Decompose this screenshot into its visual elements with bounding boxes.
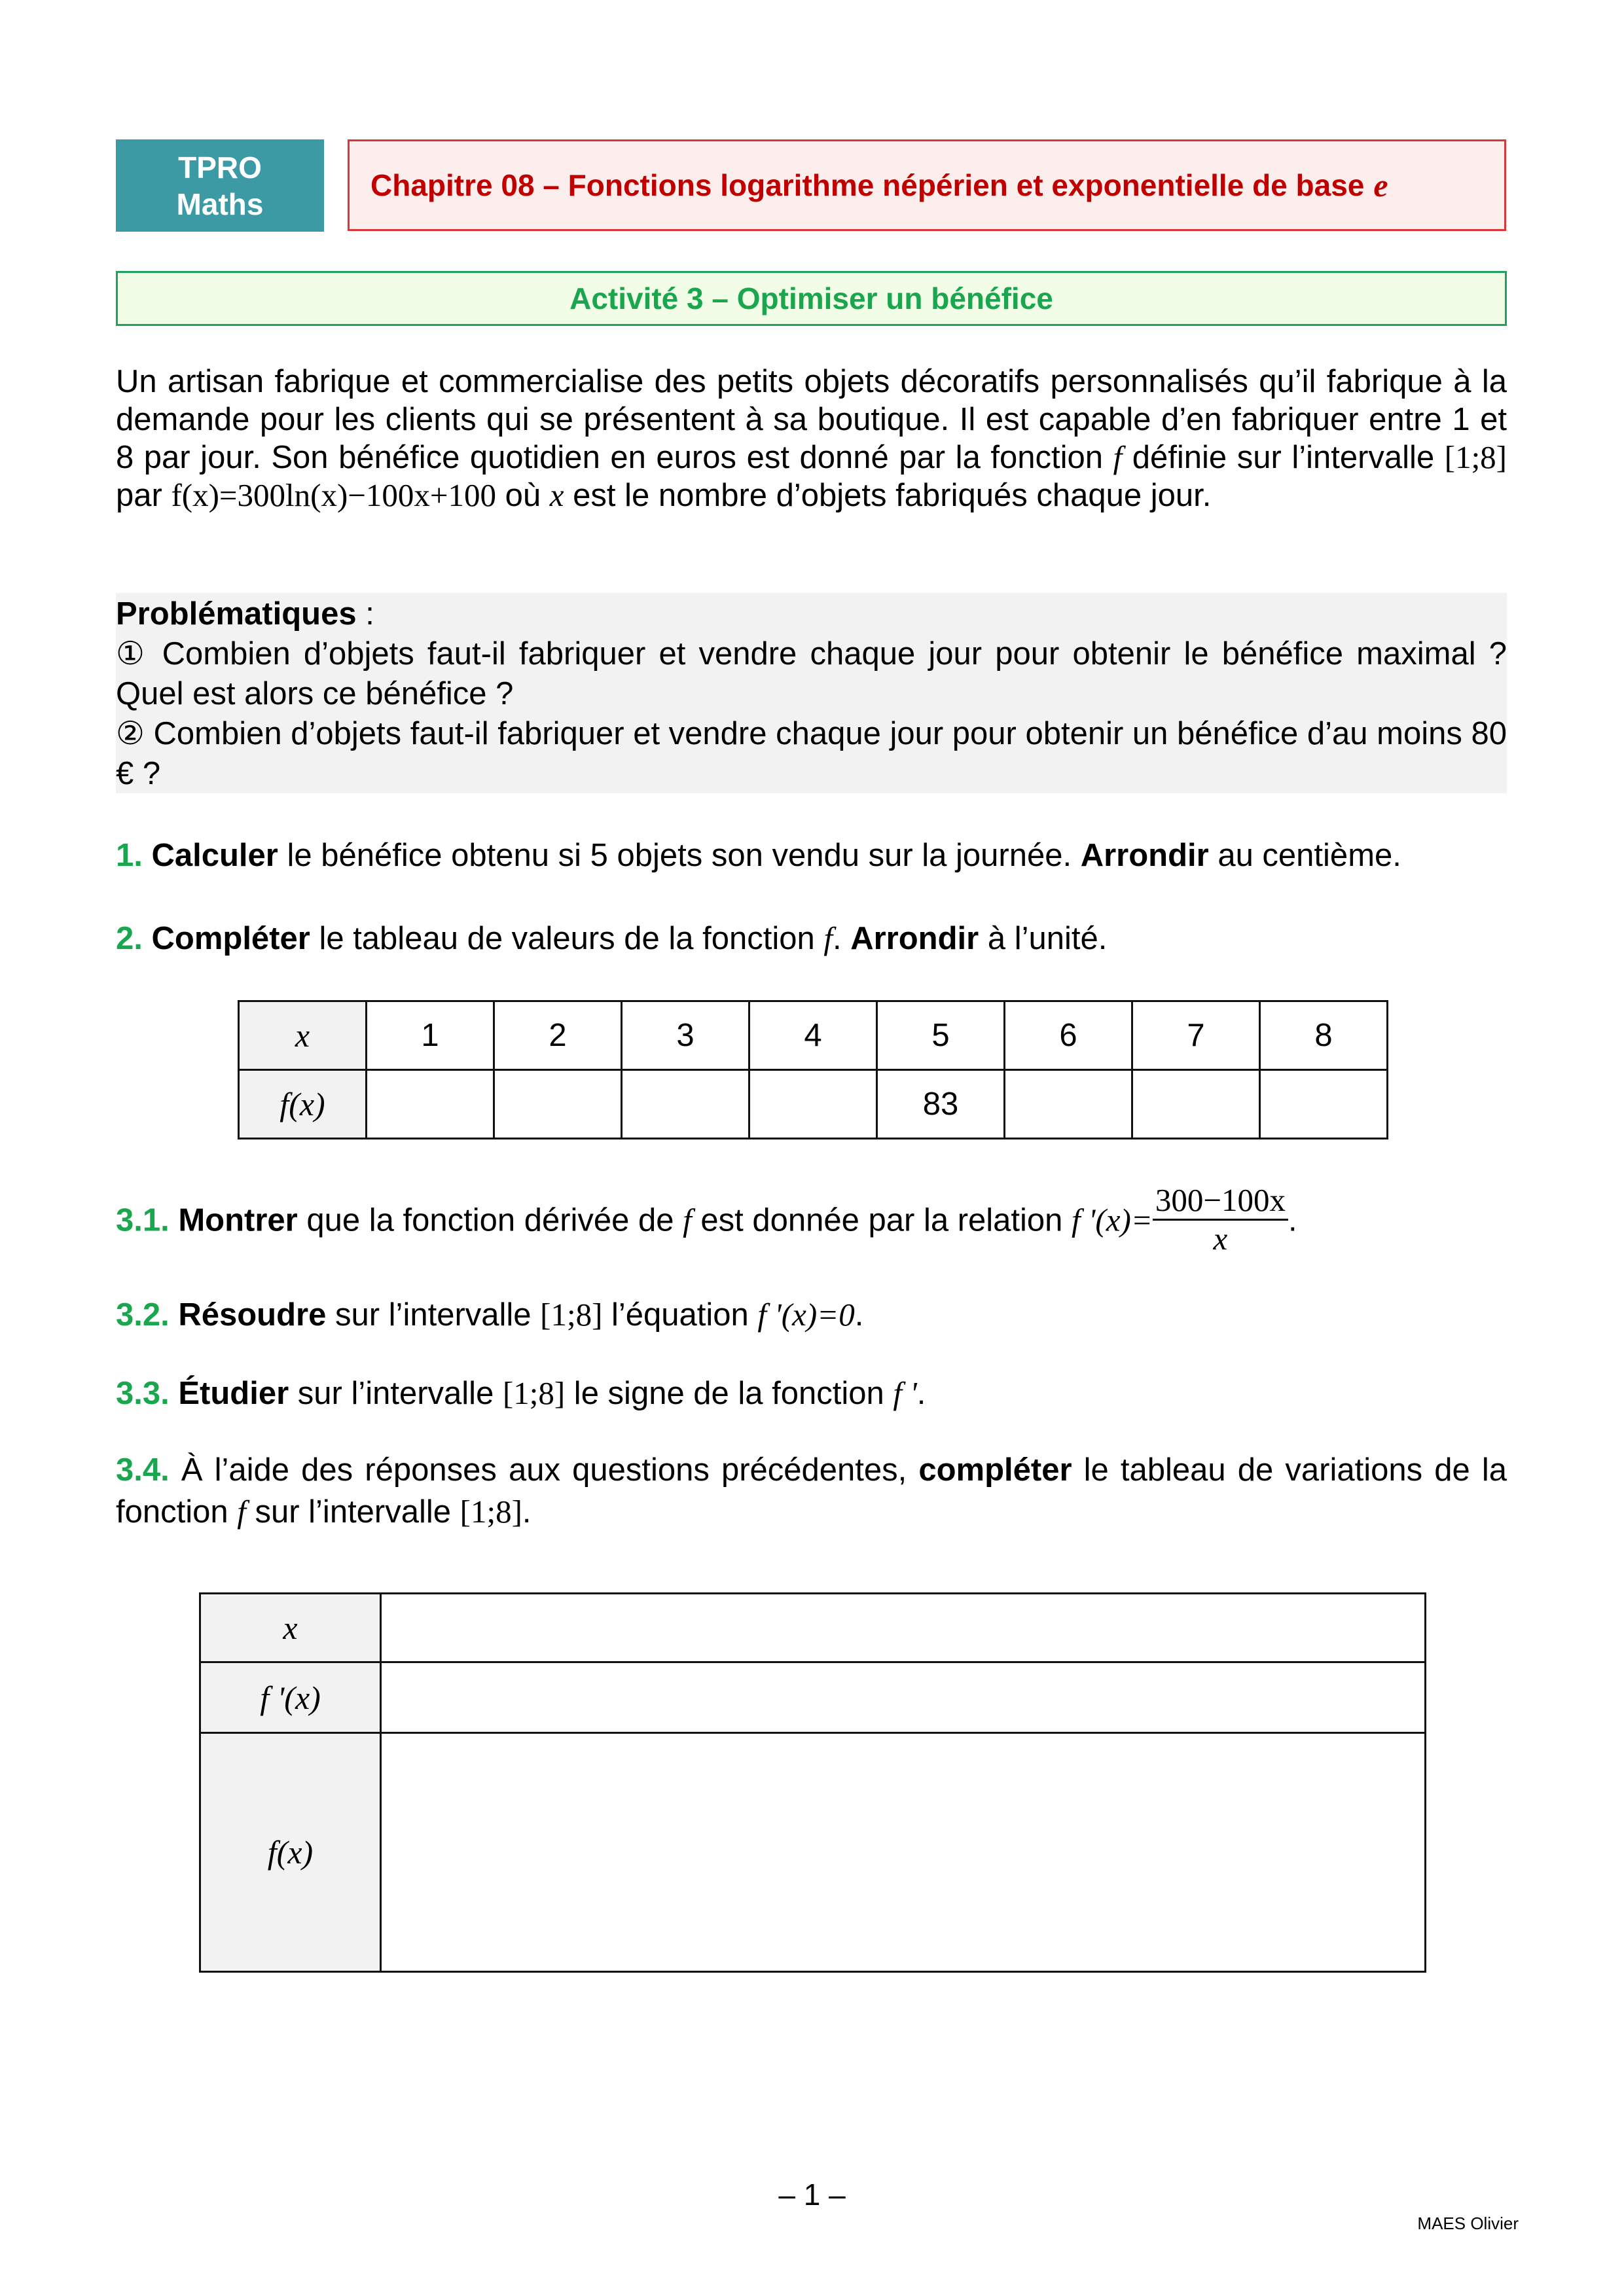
- f-value-cell[interactable]: [1132, 1070, 1260, 1139]
- x-value-cell: 3: [622, 1001, 749, 1070]
- math-interval: [1;8]: [540, 1297, 603, 1333]
- chapter-title: Chapitre 08 – Fonctions logarithme népérien et exponentielle de base: [370, 168, 1365, 202]
- question-3-1: [116, 1182, 1507, 1260]
- row-header-x: x: [239, 1001, 367, 1070]
- question-end: .: [854, 1297, 864, 1333]
- question-1: [116, 836, 1507, 874]
- activity-title: Activité 3 – Optimiser un bénéfice: [569, 281, 1053, 315]
- row-header-x: x: [200, 1594, 381, 1662]
- question-text: le signe de la fonction: [565, 1376, 893, 1411]
- question-text: au centième.: [1208, 838, 1401, 873]
- question-text: le tableau de valeurs de la fonction: [310, 921, 824, 956]
- intro-paragraph: [116, 363, 1507, 514]
- variation-cell-fprime[interactable]: [381, 1662, 1426, 1733]
- level-line-1: TPRO: [178, 150, 262, 185]
- table-row-fx: [239, 1070, 1388, 1139]
- question-verb: Calculer: [151, 838, 278, 873]
- x-value-cell: 5: [877, 1001, 1005, 1070]
- question-end: .: [522, 1494, 532, 1530]
- variation-row-x: [200, 1594, 1426, 1662]
- question-text: sur l’intervalle: [289, 1376, 503, 1411]
- f-value-cell[interactable]: [367, 1070, 494, 1139]
- x-value-cell: 6: [1005, 1001, 1132, 1070]
- f-value-cell: 83: [877, 1070, 1005, 1139]
- x-value-cell: 4: [749, 1001, 877, 1070]
- chapter-symbol: e: [1373, 167, 1388, 204]
- math-x: x: [549, 477, 564, 513]
- problem-2: ② Combien d’objets faut-il fabriquer et vendre chaque jour pour obtenir un bénéfice d’au moins 80 € ?: [116, 716, 1507, 791]
- math-interval: [1;8]: [1444, 439, 1507, 475]
- x-value-cell: 8: [1260, 1001, 1388, 1070]
- intro-text: Un artisan fabrique et commercialise des petits objets décoratifs personnalisés qu’il fabrique à la demande pour les clients qui se présentent à sa boutique. Il est capable d’en fabriquer entre 1 et 8 par jour. Son bénéfice quotidien en euros est donné par la fonction: [116, 364, 1507, 475]
- question-verb: compléter: [918, 1452, 1072, 1488]
- variation-cell-fx[interactable]: [381, 1733, 1426, 1972]
- x-value-cell: 7: [1132, 1001, 1260, 1070]
- question-text: À l’aide des réponses aux questions précédentes,: [169, 1452, 919, 1488]
- question-number: 3.2.: [116, 1297, 170, 1333]
- question-number: 3.3.: [116, 1376, 170, 1411]
- question-number: 1.: [116, 838, 143, 873]
- math-equation: f '(x)=0: [757, 1297, 855, 1333]
- question-number: 3.1.: [116, 1202, 170, 1238]
- question-end: .: [1288, 1202, 1297, 1238]
- row-header-fx: f(x): [239, 1070, 367, 1139]
- question-verb: Compléter: [151, 921, 310, 956]
- math-f-prime: f ': [893, 1375, 917, 1411]
- question-verb: Étudier: [178, 1376, 289, 1411]
- f-value-cell[interactable]: [749, 1070, 877, 1139]
- problematiques-box: [116, 593, 1507, 793]
- level-badge: [116, 139, 324, 232]
- question-text: que la fonction dérivée de: [297, 1202, 683, 1238]
- level-line-2: Maths: [176, 187, 264, 221]
- question-text: sur l’intervalle: [245, 1494, 460, 1530]
- variation-table: [199, 1592, 1426, 1973]
- question-verb: Montrer: [178, 1202, 298, 1238]
- question-3-4: [116, 1450, 1507, 1533]
- math-f: f: [823, 920, 833, 956]
- intro-text: définie sur l’intervalle: [1122, 440, 1445, 475]
- question-text: sur l’intervalle: [326, 1297, 541, 1333]
- intro-text: par: [116, 478, 171, 513]
- f-value-cell[interactable]: [1260, 1070, 1388, 1139]
- author: MAES Olivier: [1417, 2214, 1519, 2233]
- table-row-x: [239, 1001, 1388, 1070]
- question-text: à l’unité.: [979, 921, 1108, 956]
- question-text: est donnée par la relation: [691, 1202, 1072, 1238]
- f-value-cell[interactable]: [1005, 1070, 1132, 1139]
- question-text: l’équation: [602, 1297, 758, 1333]
- page-number: – 1 –: [778, 2178, 846, 2212]
- title-suffix: :: [356, 596, 374, 632]
- question-number: 3.4.: [116, 1452, 170, 1488]
- problematiques-title: Problématiques: [116, 596, 357, 632]
- variation-cell-x[interactable]: [381, 1594, 1426, 1662]
- math-f: f: [237, 1494, 246, 1530]
- problem-1: ① Combien d’objets faut-il fabriquer et vendre chaque jour pour obtenir le bénéfice maximal ? Quel est alors ce bénéfice ?: [116, 636, 1507, 711]
- question-verb: Résoudre: [178, 1297, 327, 1333]
- fraction-denominator: x: [1213, 1221, 1228, 1257]
- question-number: 2.: [116, 921, 143, 956]
- variation-row-fx: [200, 1733, 1426, 1972]
- variation-row-fprime: [200, 1662, 1426, 1733]
- math-formula: f(x)=300ln(x)−100x+100: [171, 477, 497, 513]
- question-verb: Arrondir: [1080, 838, 1209, 873]
- chapter-title-box: [348, 139, 1506, 231]
- question-text: le tableau de variations de la fonction: [116, 1452, 1507, 1530]
- question-3-3: [116, 1374, 1507, 1412]
- question-text: le bénéfice obtenu si 5 objets son vendu sur la journée.: [278, 838, 1081, 873]
- fraction-numerator: 300−100x: [1153, 1182, 1288, 1221]
- question-end: .: [916, 1376, 926, 1411]
- intro-text: où: [496, 478, 550, 513]
- intro-text: est le nombre d’objets fabriqués chaque jour.: [564, 478, 1212, 513]
- activity-title-box: [116, 271, 1507, 326]
- math-f: f: [1113, 439, 1123, 475]
- question-verb: Arrondir: [850, 921, 979, 956]
- question-3-2: [116, 1296, 1507, 1334]
- question-text: .: [832, 921, 851, 956]
- math-derivative-lhs: f '(x)=: [1072, 1202, 1153, 1238]
- f-value-cell[interactable]: [622, 1070, 749, 1139]
- math-f: f: [683, 1202, 692, 1238]
- question-2: [116, 920, 1507, 958]
- f-value-cell[interactable]: [494, 1070, 622, 1139]
- x-value-cell: 1: [367, 1001, 494, 1070]
- x-value-cell: 2: [494, 1001, 622, 1070]
- derivative-fraction: [1153, 1182, 1288, 1257]
- math-interval: [1;8]: [460, 1494, 522, 1530]
- math-interval: [1;8]: [502, 1375, 566, 1411]
- row-header-fx: f(x): [200, 1733, 381, 1972]
- row-header-fprime: f '(x): [200, 1662, 381, 1733]
- values-table: [238, 1000, 1388, 1139]
